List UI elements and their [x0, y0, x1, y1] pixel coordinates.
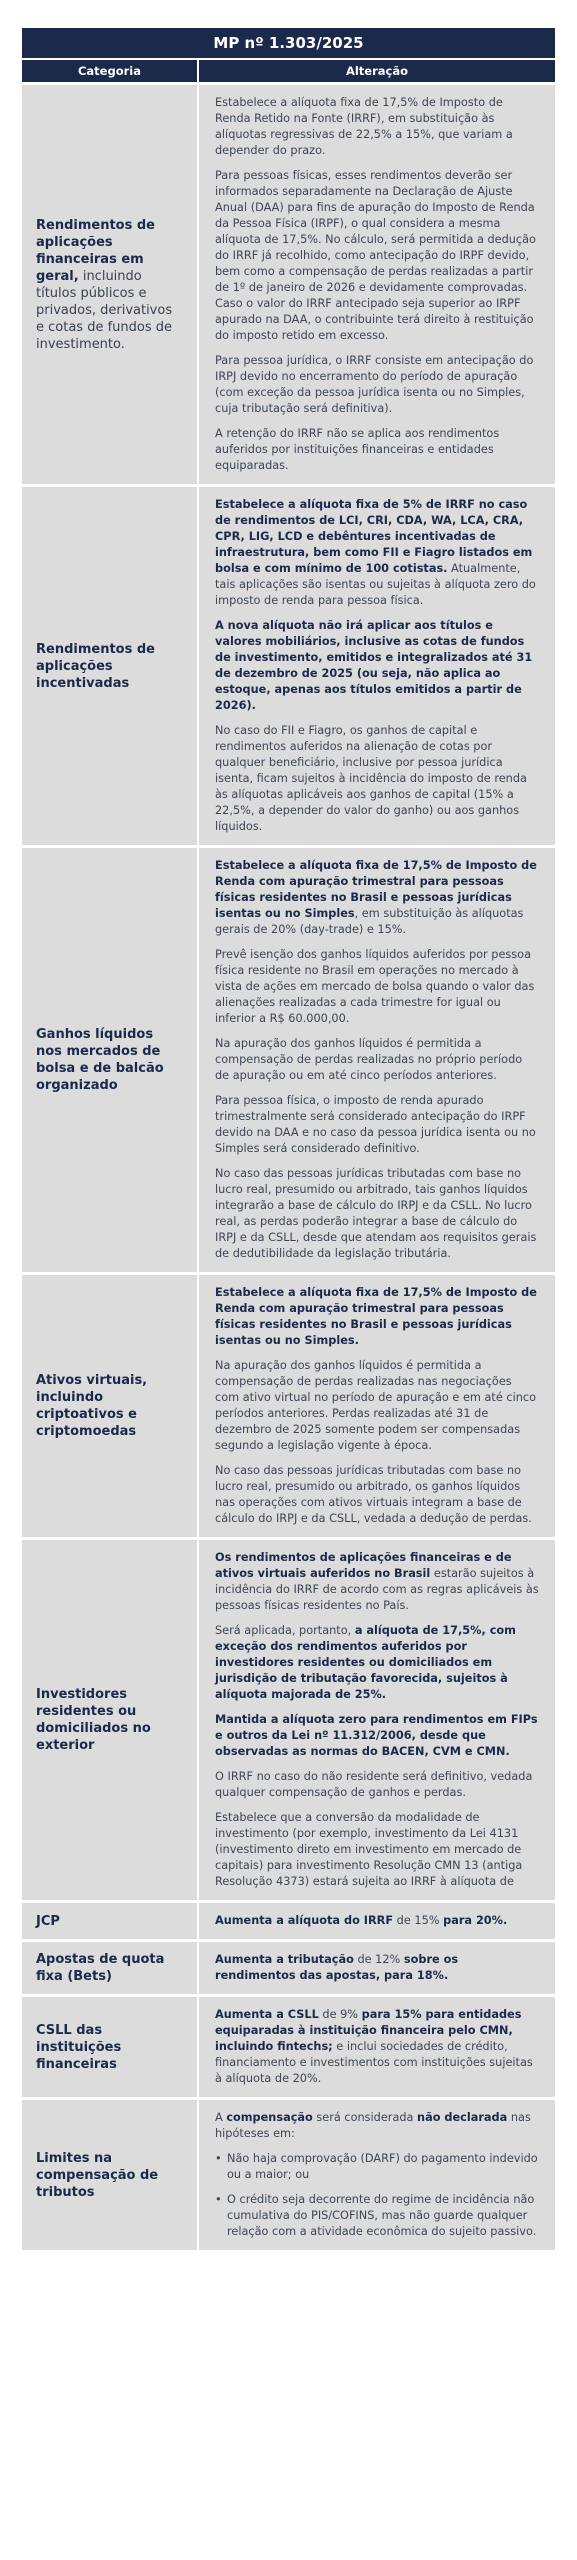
change-paragraph: Prevê isenção dos ganhos líquidos auferidos por pessoa física residente no Brasil em operações no mercado à vista de ações em mercado de bolsa quando o valor das alienações realizadas a cada trimestre for igual ou inferior a R$ 60.000,00. [215, 948, 535, 1025]
category-cell [22, 848, 197, 1272]
header-row [22, 60, 555, 82]
table-body [22, 85, 555, 2250]
change-paragraph: A nova alíquota não irá aplicar aos títulos e valores mobiliários, inclusive as cotas de fundos de investimento, emitidos e integralizados até 31 de dezembro de 2025 (ou seja, não aplica ao estoque, apenas aos títulos emitidos a partir de 2026). [215, 619, 533, 712]
bullet-item: • O crédito seja decorrente do regime de incidência não cumulativa do PIS/COFINS, mas não guarde qualquer relação com a atividade econômica do sujeito passivo. [215, 2192, 539, 2240]
change-paragraph: A retenção do IRRF não se aplica aos rendimentos auferidos por instituições financeiras e entidades equiparadas. [215, 427, 500, 472]
change-cell [199, 85, 555, 484]
change-paragraph: Aumenta a tributação de 12% sobre os rendimentos das apostas, para 18%. [215, 1953, 459, 1982]
change-paragraph: Na apuração dos ganhos líquidos é permitida a compensação de perdas realizadas no próprio período de apuração ou em até cinco períodos anteriores. [215, 1037, 523, 1082]
category-title: Limites na compensação de tributos [36, 2150, 159, 2200]
change-paragraph: Aumenta a CSLL de 9% para 15% para entidades equiparadas à instituição financeira pelo CMN, incluindo fintechs; e inclui sociedades de crédito, financiamento e investimentos com instituições sujeitas à alíquota de 20%. [215, 2008, 533, 2085]
change-paragraph: Mantida a alíquota zero para rendimentos em FIPs e outros da Lei nº 11.312/2006, desde que observadas as normas do BACEN, CVM e CMN. [215, 1713, 538, 1758]
change-cell [199, 1942, 555, 1994]
change-cell [199, 1540, 555, 1900]
table-row [22, 487, 555, 845]
table-row [22, 1540, 555, 1900]
change-paragraph: Para pessoas físicas, esses rendimentos deverão ser informados separadamente na Declaração de Ajuste Anual (DAA) para fins de apuração do Imposto de Renda da Pessoa Física (IRPF), o qual considera a mesma alíquota de 17,5%. No cálculo, será permitida a dedução do IRRF já recolhido, como antecipação do IRPF devido, bem como a compensação de perdas realizadas a partir de 1º de janeiro de 2026 e devidamente comprovadas. Caso o valor do IRRF antecipado seja superior ao IRPF apurado na DAA, o contribuinte terá direito à restituição do imposto retido em excesso. [215, 169, 536, 342]
bullet-list [215, 2151, 539, 2240]
category-title: Rendimentos de aplicações financeiras em geral, [36, 217, 155, 284]
change-paragraph: A compensação será considerada não declarada nas hipóteses em: [215, 2111, 531, 2140]
change-paragraph: Os rendimentos de aplicações financeiras e de ativos virtuais auferidos no Brasil estarão sujeitos à incidência do IRRF de acordo com as regras aplicáveis às pessoas físicas residentes no País. [215, 1551, 539, 1612]
change-paragraph: No caso do FII e Fiagro, os ganhos de capital e rendimentos auferidos na alienação de cotas por qualquer beneficiário, inclusive por pessoa jurídica isenta, ficam sujeitos à incidência do imposto de renda às alíquotas aplicáveis aos ganhos de capital (15% a 22,5%, a depender do valor do ganho) ou aos ganhos líquidos. [215, 724, 527, 833]
category-cell [22, 1903, 197, 1939]
change-paragraph: No caso das pessoas jurídicas tributadas com base no lucro real, presumido ou arbitrado, os ganhos líquidos nas operações com ativos virtuais integram a base de cálculo do IRPJ e da CSLL, vedada a dedução de perdas. [215, 1464, 532, 1525]
category-cell [22, 1275, 197, 1537]
change-cell [199, 487, 555, 845]
change-paragraph: Estabelece a alíquota fixa de 5% de IRRF no caso de rendimentos de LCI, CRI, CDA, WA, LCA, CRA, CPR, LIG, LCD e debêntures incentivadas de infraestrutura, bem como FII e Fiagro listados em bolsa e com mínimo de 100 cotistas. Atualmente, tais aplicações são isentas ou sujeitas à alíquota zero do imposto de renda para pessoa física. [215, 498, 536, 607]
category-title: JCP [36, 1913, 60, 1929]
category-cell [22, 2100, 197, 2250]
change-paragraph: Para pessoa física, o imposto de renda apurado trimestralmente será considerado antecipação do IRPF devido na DAA e no caso da pessoa jurídica isenta ou no Simples será considerado definitivo. [215, 1094, 536, 1155]
table-row [22, 1942, 555, 1994]
change-paragraph: Estabelece a alíquota fixa de 17,5% de Imposto de Renda com apuração trimestral para pessoas físicas residentes no Brasil e pessoas jurídicas isentas ou no Simples. [215, 1286, 537, 1347]
table-row [22, 1903, 555, 1939]
change-cell [199, 1275, 555, 1537]
category-title: Rendimentos de aplicações incentivadas [36, 641, 155, 691]
category-detail: incluindo títulos públicos e privados, derivativos e cotas de fundos de investimento. [36, 268, 173, 352]
change-cell [199, 1997, 555, 2097]
change-paragraph: Estabelece que a conversão da modalidade de investimento (por exemplo, investimento da Lei 4131 (investimento direto em investimento em mercado de capitais) para investimento Resolução CMN 13 (antiga Resolução 4373) estará sujeita ao IRRF à alíquota de [215, 1811, 523, 1888]
change-paragraph: Na apuração dos ganhos líquidos é permitida a compensação de perdas realizadas nas negociações com ativo virtual no período de apuração e em até cinco períodos anteriores. Perdas realizadas até 31 de dezembro de 2025 somente podem ser compensadas segundo a legislação vigente à época. [215, 1359, 537, 1452]
change-cell [199, 2100, 555, 2250]
table [22, 28, 555, 2250]
category-title: CSLL das instituições financeiras [36, 2022, 122, 2072]
category-title: Ganhos líquidos nos mercados de bolsa e de balcão organizado [36, 1027, 164, 1093]
change-cell [199, 1903, 555, 1939]
change-cell [199, 848, 555, 1272]
category-title: Apostas de quota fixa (Bets) [36, 1952, 165, 1984]
category-cell [22, 1540, 197, 1900]
table-row [22, 2100, 555, 2250]
category-title: Investidores residentes ou domiciliados no exterior [36, 1687, 151, 1753]
change-paragraph: O IRRF no caso do não residente será definitivo, vedada qualquer compensação de ganhos e perdas. [215, 1770, 533, 1799]
category-cell [22, 1942, 197, 1994]
change-paragraph: Estabelece a alíquota fixa de 17,5% de Imposto de Renda Retido na Fonte (IRRF), em substituição às alíquotas regressivas de 22,5% a 15%, que variam a depender do prazo. [215, 96, 513, 157]
change-paragraph: Para pessoa jurídica, o IRRF consiste em antecipação do IRPJ devido no encerramento do período de apuração (com exceção da pessoa jurídica isenta ou no Simples, cuja tributação será definitiva). [215, 354, 534, 415]
table-row [22, 85, 555, 484]
table-row [22, 1997, 555, 2097]
change-paragraph: Estabelece a alíquota fixa de 17,5% de Imposto de Renda com apuração trimestral para pessoas físicas residentes no Brasil e pessoas jurídicas isentas ou no Simples, em substituição às alíquotas gerais de 20% (day-trade) e 15%. [215, 859, 537, 936]
change-paragraph: Será aplicada, portanto, a alíquota de 17,5%, com exceção dos rendimentos auferidos por investidores residentes ou domiciliados em jurisdição de tributação favorecida, sujeitos à alíquota majorada de 25%. [215, 1624, 516, 1701]
category-cell [22, 1997, 197, 2097]
change-paragraph: No caso das pessoas jurídicas tributadas com base no lucro real, presumido ou arbitrado, tais ganhos líquidos integrarão a base de cálculo do IRPJ e da CSLL. No lucro real, as perdas poderão integrar a base de cálculo do IRPJ e da CSLL, desde que atendam aos requisitos gerais de dedutibilidade da legislação tributária. [215, 1167, 537, 1260]
table-title: MP nº 1.303/2025 [22, 28, 555, 58]
category-cell [22, 487, 197, 845]
table-row [22, 1275, 555, 1537]
bullet-item: • Não haja comprovação (DARF) do pagamento indevido ou a maior; ou [215, 2151, 539, 2183]
category-title: Ativos virtuais, incluindo criptoativos e criptomoedas [36, 1373, 148, 1439]
change-paragraph: Aumenta a alíquota do IRRF de 15% para 20%. [215, 1914, 508, 1927]
category-cell [22, 85, 197, 484]
header-change: Alteração [199, 60, 555, 82]
header-category: Categoria [22, 60, 197, 82]
table-row [22, 848, 555, 1272]
